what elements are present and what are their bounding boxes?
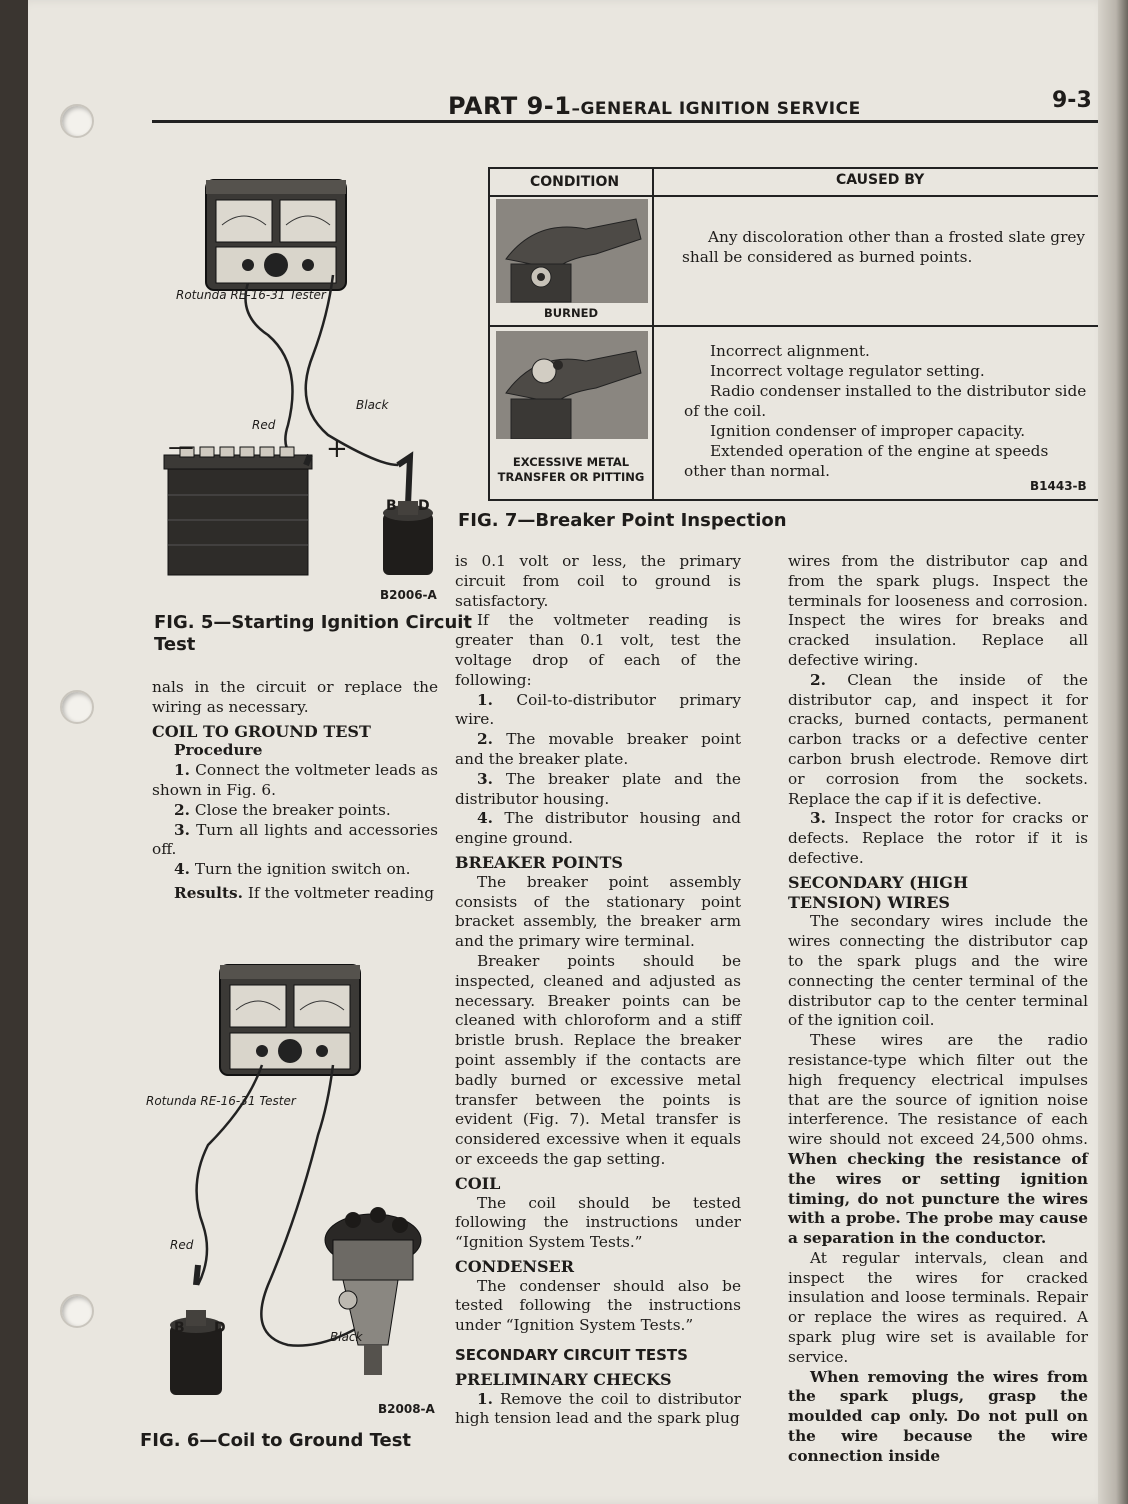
procedure-step: 1. Connect the voltmeter leads as shown in Fig. 6. <box>152 761 438 799</box>
removal-warning-paragraph: When removing the wires from the spark plugs, grasp the moulded cap only. Do not pull on the wire because the wire connection inside <box>788 1367 1088 1465</box>
burned-cause-text: Any discoloration other than a frosted slate grey shall be considered as burned points. <box>682 228 1086 266</box>
fig5-tester-label: Rotunda RE-16-31 Tester <box>176 288 326 302</box>
condenser-paragraph: The condenser should also be tested following the instructions under “Ignition System Tests.” <box>455 1276 741 1335</box>
voltage-drop-item: 1. Coil-to-distributor primary wire. <box>455 690 741 729</box>
fig5-b-terminal-label: B <box>386 498 397 514</box>
fig6-code: B2008-A <box>378 1402 435 1416</box>
condition-column-header: CONDITION <box>530 174 620 190</box>
part-number: PART 9-1 <box>448 92 572 120</box>
fig5-red-label: Red <box>252 418 276 432</box>
fig7-code: B1443-B <box>1030 479 1087 493</box>
fig5-illustration <box>128 165 458 610</box>
fig5-caption-line2: Test <box>154 634 196 655</box>
check-item: 2. Clean the inside of the distributor cap, and inspect it for cracks, burned contacts, permanent carbon tracks or a defective center carbon brush electrode. Remove dirt or corrosion from the sockets. Replace the cap if it is defective. <box>788 670 1088 808</box>
table-row-divider <box>490 325 1106 327</box>
preliminary-checks-heading: PRELIMINARY CHECKS <box>455 1369 672 1389</box>
caused-by-column-header: CAUSED BY <box>836 172 925 188</box>
secondary-wires-paragraph: The secondary wires include the wires connecting the distributor cap to the spark plugs and the wire connecting the center terminal of the distributor cap to the center terminal of the ignition coil. <box>788 912 1088 1030</box>
page-edge <box>1098 0 1128 1504</box>
header-rule <box>152 120 1108 123</box>
col1-paragraph: nals in the circuit or replace the wiring as necessary. <box>152 678 438 716</box>
section-title: –GENERAL IGNITION SERVICE <box>571 99 861 119</box>
procedure-step: 2. Close the breaker points. <box>174 800 391 819</box>
breaker-point-inspection-table <box>488 167 1108 501</box>
coil-icon <box>383 457 433 575</box>
fig6-d-terminal-label: D <box>214 1320 226 1336</box>
coil-paragraph: The coil should be tested following the instructions under “Ignition System Tests.” <box>455 1193 741 1252</box>
fig6-tester-label: Rotunda RE-16-31 Tester <box>146 1094 296 1108</box>
results-paragraph: Results. If the voltmeter reading <box>174 883 434 902</box>
cause-item: Incorrect voltage regulator setting. <box>710 362 985 380</box>
table-header-divider <box>490 195 1106 197</box>
fig6-red-label: Red <box>170 1238 194 1252</box>
check-item: 3. Inspect the rotor for cracks or defects. Replace the rotor if it is defective. <box>788 809 1088 867</box>
fig6-b-terminal-label: B <box>174 1320 185 1336</box>
condenser-heading: CONDENSER <box>455 1256 575 1276</box>
fig5-minus-sign: — <box>168 432 194 462</box>
excessive-metal-label: EXCESSIVE METAL TRANSFER OR PITTING <box>497 455 645 484</box>
distributor-icon <box>325 1207 421 1375</box>
table-column-divider <box>652 169 654 499</box>
binder-hole-top <box>60 104 94 138</box>
tester-icon <box>220 965 360 1075</box>
column-3 <box>788 552 1088 1467</box>
procedure-subheading: Procedure <box>174 741 263 760</box>
binder-hole-middle <box>60 690 94 724</box>
coil-to-ground-heading: COIL TO GROUND TEST <box>152 721 371 741</box>
burned-points-photo <box>496 199 648 303</box>
pitting-causes-list <box>684 341 1092 481</box>
manual-page <box>28 0 1108 1504</box>
resistance-paragraph: These wires are the radio resistance-type which filter out the high frequency electrical impulses that are the source of ignition noise interference. The resistance of each wire should not exceed 24,500 ohms. When checking the resistance of the wires or setting ignition timing, do not puncture the wires with a probe. The probe may cause a separation in the conductor. <box>788 1031 1088 1248</box>
voltage-drop-item: 4. The distributor housing and engine ground. <box>455 809 741 848</box>
fig6-illustration <box>128 955 458 1415</box>
cause-item: Extended operation of the engine at speeds other than normal. <box>684 442 1049 480</box>
breaker-paragraph: The breaker point assembly consists of the stationary point bracket assembly, the breaker arm and the primary wire terminal. <box>455 872 741 951</box>
binder-hole-bottom <box>60 1294 94 1328</box>
column-1 <box>152 678 438 904</box>
page-number: 9-3 <box>1052 88 1092 113</box>
fig7-caption: FIG. 7—Breaker Point Inspection <box>458 510 787 531</box>
cause-item: Radio condenser installed to the distributor side of the coil. <box>684 382 1087 420</box>
procedure-step: 3. Turn all lights and accessories off. <box>152 820 438 859</box>
pitting-points-photo <box>496 331 648 439</box>
page-header-title <box>448 92 861 120</box>
breaker-points-heading: BREAKER POINTS <box>455 852 623 872</box>
fig6-caption: FIG. 6—Coil to Ground Test <box>140 1430 412 1451</box>
fig5-plus-sign: + <box>326 434 348 464</box>
burned-label: BURNED <box>544 306 598 320</box>
column-2 <box>455 552 741 1429</box>
fig5-d-terminal-label: D <box>418 498 430 514</box>
coil-heading: COIL <box>455 1173 501 1193</box>
maintenance-paragraph: At regular intervals, clean and inspect the wires for cracked insulation and loose terminals. Repair or replace the wires as required. A spark plug wire set is available for service. <box>788 1248 1088 1366</box>
cause-item: Incorrect alignment. <box>710 342 870 360</box>
col2-paragraph: is 0.1 volt or less, the primary circuit from coil to ground is satisfactory. <box>455 552 741 610</box>
tester-icon <box>206 180 346 290</box>
secondary-circuit-tests-heading: SECONDARY CIRCUIT TESTS <box>455 1346 688 1365</box>
fig6-black-label: Black <box>330 1330 363 1344</box>
cause-item: Ignition condenser of improper capacity. <box>710 422 1026 440</box>
fig5-code: B2006-A <box>380 588 437 602</box>
breaker-paragraph: Breaker points should be inspected, cleaned and adjusted as necessary. Breaker points can be cleaned with chloroform and a stiff bristle brush. Replace the breaker point assembly if the contacts are badly burned or excessive metal transfer between the points is evident (Fig. 7). Metal transfer is considered excessive when it equals or exceeds the gap setting. <box>455 951 741 1168</box>
fig5-black-label: Black <box>356 398 389 412</box>
col3-paragraph: wires from the distributor cap and from the spark plugs. Inspect the terminals for looseness and corrosion. Inspect the wires for breaks and cracked insulation. Replace all defective wiring. <box>788 552 1088 669</box>
procedure-step: 4. Turn the ignition switch on. <box>174 860 411 879</box>
fig5-caption-line1: FIG. 5—Starting Ignition Circuit <box>154 612 473 633</box>
voltage-drop-item: 2. The movable breaker point and the breaker plate. <box>455 730 741 768</box>
secondary-wires-heading: SECONDARY (HIGH TENSION) WIRES <box>788 872 969 912</box>
voltage-drop-item: 3. The breaker plate and the distributor housing. <box>455 769 741 808</box>
preliminary-step: 1. Remove the coil to distributor high tension lead and the spark plug <box>455 1389 741 1428</box>
col2-paragraph: If the voltmeter reading is greater than 0.1 volt, test the voltage drop of each of the following: <box>455 611 741 689</box>
battery-icon <box>164 447 312 575</box>
